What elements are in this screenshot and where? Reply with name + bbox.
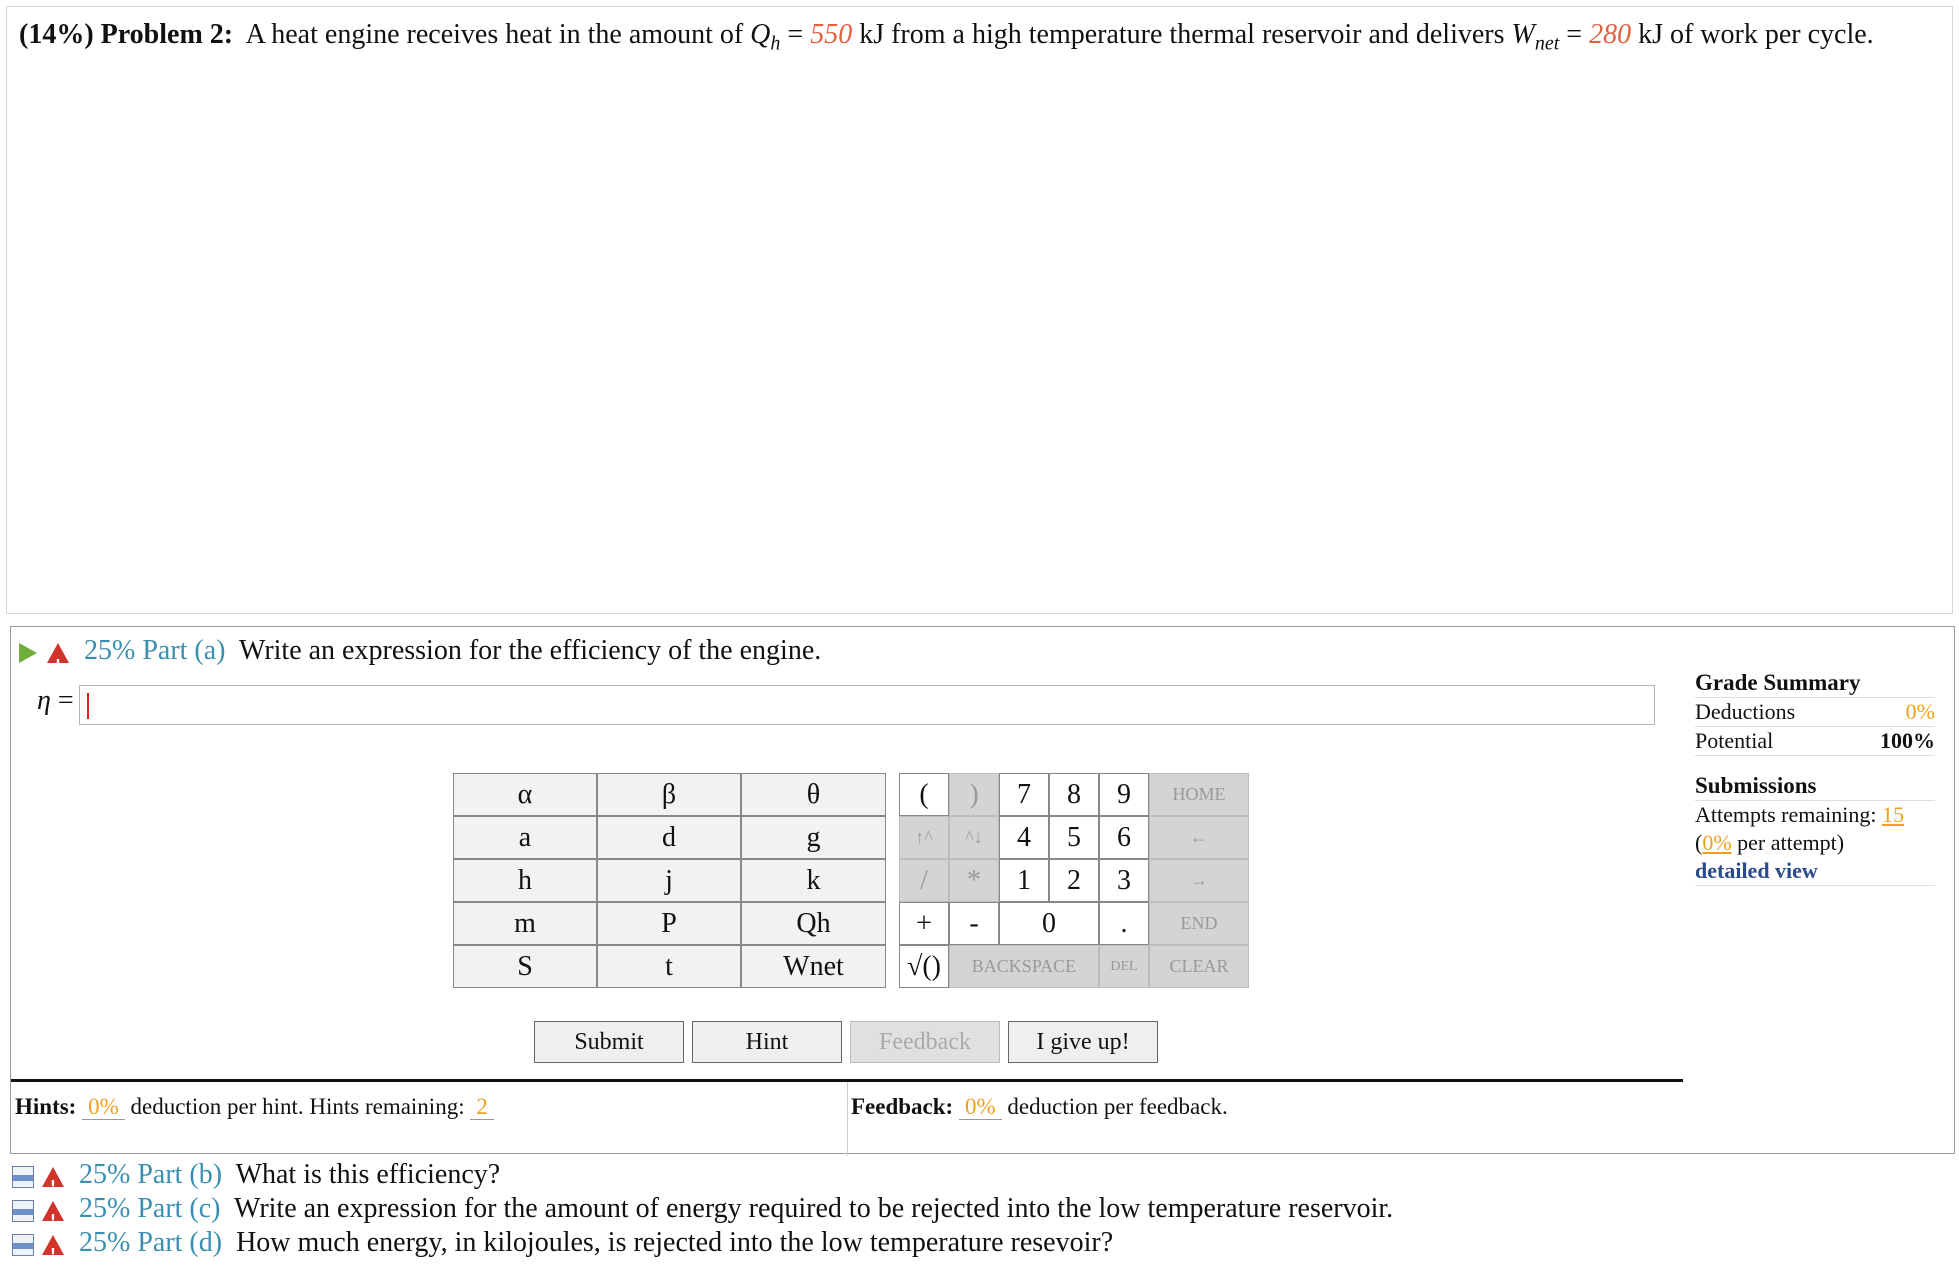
- part-d-row[interactable]: ! 25% Part (d) How much energy, in kilojoules, is rejected into the low temperature resevoir?: [12, 1226, 1393, 1260]
- key-a[interactable]: a: [453, 816, 597, 859]
- hints-feedback-row: [11, 1079, 1683, 1156]
- key-del: DEL: [1099, 945, 1149, 988]
- part-a-title: [19, 631, 821, 671]
- key-8[interactable]: 8: [1049, 773, 1099, 816]
- other-parts-list: [12, 1158, 1393, 1260]
- key-k[interactable]: k: [741, 859, 886, 902]
- key-end: END: [1149, 902, 1249, 945]
- w-symbol: $W_{net}$: [1511, 19, 1560, 55]
- problem-text-2: kJ from a high temperature thermal reservoir and delivers: [859, 19, 1505, 50]
- key-3[interactable]: 3: [1099, 859, 1149, 902]
- hint-deduction: 0%: [82, 1094, 125, 1120]
- key-alpha[interactable]: α: [453, 773, 597, 816]
- key-theta[interactable]: θ: [741, 773, 886, 816]
- key-close-paren: ): [949, 773, 999, 816]
- key-j[interactable]: j: [597, 859, 741, 902]
- attempts-remaining: Attempts remaining: 15: [1695, 802, 1904, 827]
- deductions-row: Deductions 0%: [1695, 698, 1935, 727]
- play-icon[interactable]: [19, 643, 37, 663]
- detailed-view-link[interactable]: detailed view: [1695, 857, 1935, 886]
- key-7[interactable]: 7: [999, 773, 1049, 816]
- key-5[interactable]: 5: [1049, 816, 1099, 859]
- submissions-title: Submissions: [1695, 772, 1935, 801]
- qh-equals: =: [787, 19, 804, 50]
- key-t[interactable]: t: [597, 945, 741, 988]
- w-value: 280: [1589, 19, 1632, 50]
- qh-symbol: $Q_h$: [750, 19, 781, 55]
- divider: [847, 1082, 848, 1156]
- key-minus[interactable]: -: [949, 902, 999, 945]
- key-left-arrow: ←: [1149, 816, 1249, 859]
- key-6[interactable]: 6: [1099, 816, 1149, 859]
- part-b-row[interactable]: ! 25% Part (b) What is this efficiency?: [12, 1158, 1393, 1192]
- key-plus[interactable]: +: [899, 902, 949, 945]
- key-qh[interactable]: Qh: [741, 902, 886, 945]
- warning-icon: [42, 1235, 64, 1255]
- key-9[interactable]: 9: [1099, 773, 1149, 816]
- warning-icon: [47, 643, 69, 663]
- key-p[interactable]: P: [597, 902, 741, 945]
- key-backspace: BACKSPACE: [949, 945, 1099, 988]
- key-m[interactable]: m: [453, 902, 597, 945]
- potential-row: Potential 100%: [1695, 727, 1935, 756]
- problem-text-3: kJ of work per cycle.: [1638, 19, 1874, 50]
- part-c-row[interactable]: ! 25% Part (c) Write an expression for the amount of energy required to be rejected into the low temperature reservoir.: [12, 1192, 1393, 1226]
- key-divide: /: [899, 859, 949, 902]
- feedback-info: Feedback: 0% deduction per feedback.: [851, 1094, 1228, 1119]
- key-home: HOME: [1149, 773, 1249, 816]
- warning-icon: [42, 1167, 64, 1187]
- grade-summary: [1695, 669, 1935, 886]
- part-a-question: Write an expression for the efficiency of the engine.: [239, 635, 822, 666]
- part-a-label: 25% Part (a): [84, 635, 226, 666]
- key-beta[interactable]: β: [597, 773, 741, 816]
- w-equals: =: [1566, 19, 1583, 50]
- give-up-button[interactable]: I give up!: [1008, 1021, 1158, 1063]
- key-wnet[interactable]: Wnet: [741, 945, 886, 988]
- key-h[interactable]: h: [453, 859, 597, 902]
- problem-label: Problem 2:: [100, 19, 234, 50]
- warning-icon: [42, 1201, 64, 1221]
- hints-info: Hints: 0% deduction per hint. Hints remaining: 2: [15, 1094, 494, 1120]
- key-down-arrow: ^↓: [949, 816, 999, 859]
- key-multiply: *: [949, 859, 999, 902]
- problem-statement-box: [6, 6, 1953, 614]
- problem-weight: (14%): [19, 19, 94, 50]
- key-0[interactable]: 0: [999, 902, 1099, 945]
- key-d[interactable]: d: [597, 816, 741, 859]
- hints-remaining: 2: [470, 1094, 494, 1120]
- grade-summary-title: Grade Summary: [1695, 669, 1935, 698]
- problem-statement: [19, 15, 1939, 64]
- problem-text-1: A heat engine receives heat in the amount of: [245, 19, 744, 50]
- key-up-arrow: ↑^: [899, 816, 949, 859]
- key-2[interactable]: 2: [1049, 859, 1099, 902]
- expand-icon[interactable]: [12, 1166, 34, 1188]
- part-a-panel: [10, 626, 1955, 1154]
- expand-icon[interactable]: [12, 1200, 34, 1222]
- eta-label: η =: [37, 685, 74, 716]
- per-attempt: (0% per attempt): [1695, 830, 1845, 855]
- qh-value: 550: [810, 19, 853, 50]
- expand-icon[interactable]: [12, 1234, 34, 1256]
- key-4[interactable]: 4: [999, 816, 1049, 859]
- key-clear: CLEAR: [1149, 945, 1249, 988]
- answer-input[interactable]: [79, 685, 1655, 725]
- key-sqrt[interactable]: √(): [899, 945, 949, 988]
- text-cursor: [87, 693, 89, 719]
- key-1[interactable]: 1: [999, 859, 1049, 902]
- feedback-button: Feedback: [850, 1021, 1000, 1063]
- key-decimal[interactable]: .: [1099, 902, 1149, 945]
- key-open-paren[interactable]: (: [899, 773, 949, 816]
- submit-button[interactable]: Submit: [534, 1021, 684, 1063]
- hint-button[interactable]: Hint: [692, 1021, 842, 1063]
- key-right-arrow: →: [1149, 859, 1249, 902]
- feedback-deduction: 0%: [959, 1094, 1002, 1120]
- key-g[interactable]: g: [741, 816, 886, 859]
- key-s[interactable]: S: [453, 945, 597, 988]
